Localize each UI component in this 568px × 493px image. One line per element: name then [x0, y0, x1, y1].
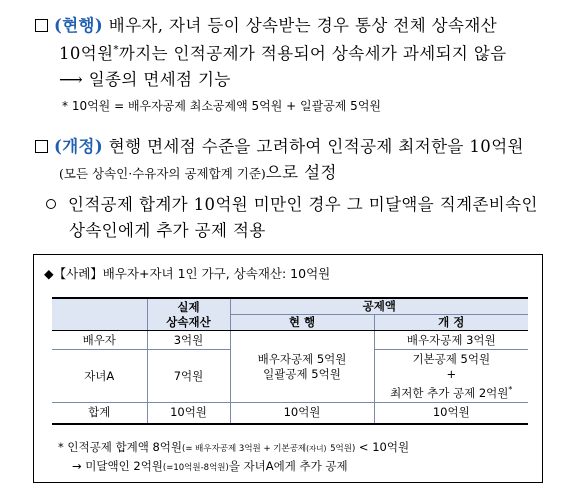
current-amount: 10억원 — [59, 44, 114, 63]
example-table — [52, 297, 528, 425]
row-revised — [374, 350, 528, 403]
row-revised-2: + — [446, 366, 457, 381]
row-revised-3 — [375, 382, 529, 401]
example-title: ◆【사례】배우자+자녀 1인 가구, 상속재산: 10억원 — [44, 266, 331, 281]
revised-line-1 — [35, 133, 524, 157]
header-asset-2: 상속재산 — [166, 314, 211, 329]
header-deduction: 공제액 — [230, 298, 528, 315]
revised-bullet-line-2: 상속인에게 추가 공제 적용 — [69, 221, 266, 240]
current-merged-2: 일괄공제 5억원 — [263, 366, 341, 381]
row-label: 합계 — [52, 403, 147, 424]
header-revised: 개 정 — [374, 315, 528, 331]
row-label: 자녀A — [52, 350, 147, 403]
row-revised: 배우자공제 3억원 — [374, 331, 528, 350]
current-merged-cell — [230, 331, 374, 403]
row-revised: 10억원 — [374, 403, 528, 424]
note1-b: (= 배우자공제 3억원 + 기본공제 — [182, 444, 307, 454]
note1-d: 5억원) — [330, 444, 356, 454]
footnote-mark: * — [113, 44, 119, 56]
row-revised-1: 기본공제 5억원 — [412, 351, 491, 366]
circle-bullet-icon — [46, 199, 56, 209]
checkbox-square-icon — [35, 140, 48, 153]
revised-small-note: (모든 상속인·수유자의 공제합계 기준) — [59, 166, 266, 181]
table-row — [52, 403, 528, 424]
current-note: * 10억원 = 배우자공제 최소공제액 5억원 + 일괄공제 5억원 — [62, 99, 382, 113]
revised-text-1: 현행 면세점 수준을 고려하여 인적공제 최저한을 10억원 — [108, 137, 524, 156]
note2-c: 을 자녀A에게 추가 공제 — [228, 459, 348, 473]
header-current: 현 행 — [230, 315, 374, 331]
current-merged-1: 배우자공제 5억원 — [257, 351, 347, 366]
row-asset: 10억원 — [147, 403, 230, 424]
revised-text-2: 으로 설정 — [265, 163, 337, 182]
note1-e: < 10억원 — [355, 440, 410, 454]
current-text-2: 까지는 인적공제가 적용되어 상속세가 과세되지 않음 — [118, 44, 507, 63]
row-revised-3-text: 최저한 추가 공제 2억원 — [390, 385, 509, 400]
current-line-3: ⟶ 일종의 면세점 기능 — [59, 70, 231, 89]
header-asset — [147, 298, 230, 331]
footnote-mark: * — [508, 384, 513, 394]
header-empty — [52, 298, 147, 331]
note1-c: (자녀) — [306, 444, 327, 453]
row-asset: 7억원 — [147, 350, 230, 403]
row-current: 10억원 — [230, 403, 374, 424]
note2-b: (=10억원-8억원) — [162, 463, 229, 473]
example-note-1 — [58, 439, 409, 455]
header-asset-1: 실제 — [177, 299, 200, 314]
bullet-text-1: 인적공제 합계가 10억원 미만인 경우 그 미달액을 직계존비속인 — [68, 195, 538, 214]
current-tag: (현행) — [54, 16, 104, 35]
note2-a: → 미달액인 2억원 — [72, 459, 163, 473]
row-asset: 3억원 — [147, 331, 230, 350]
row-label: 배우자 — [52, 331, 147, 350]
revised-tag: (개정) — [54, 137, 104, 156]
revised-line-2 — [59, 159, 337, 183]
revised-bullet-line-1 — [46, 191, 538, 215]
current-line-1 — [35, 12, 497, 36]
current-line-2 — [59, 40, 507, 64]
example-note-2 — [72, 458, 348, 474]
note1-a: * 인적공제 합계액 8억원 — [58, 440, 183, 454]
checkbox-square-icon — [35, 19, 48, 32]
current-text-1: 배우자, 자녀 등이 상속받는 경우 통상 전체 상속재산 — [108, 16, 498, 35]
table-row — [52, 331, 528, 350]
